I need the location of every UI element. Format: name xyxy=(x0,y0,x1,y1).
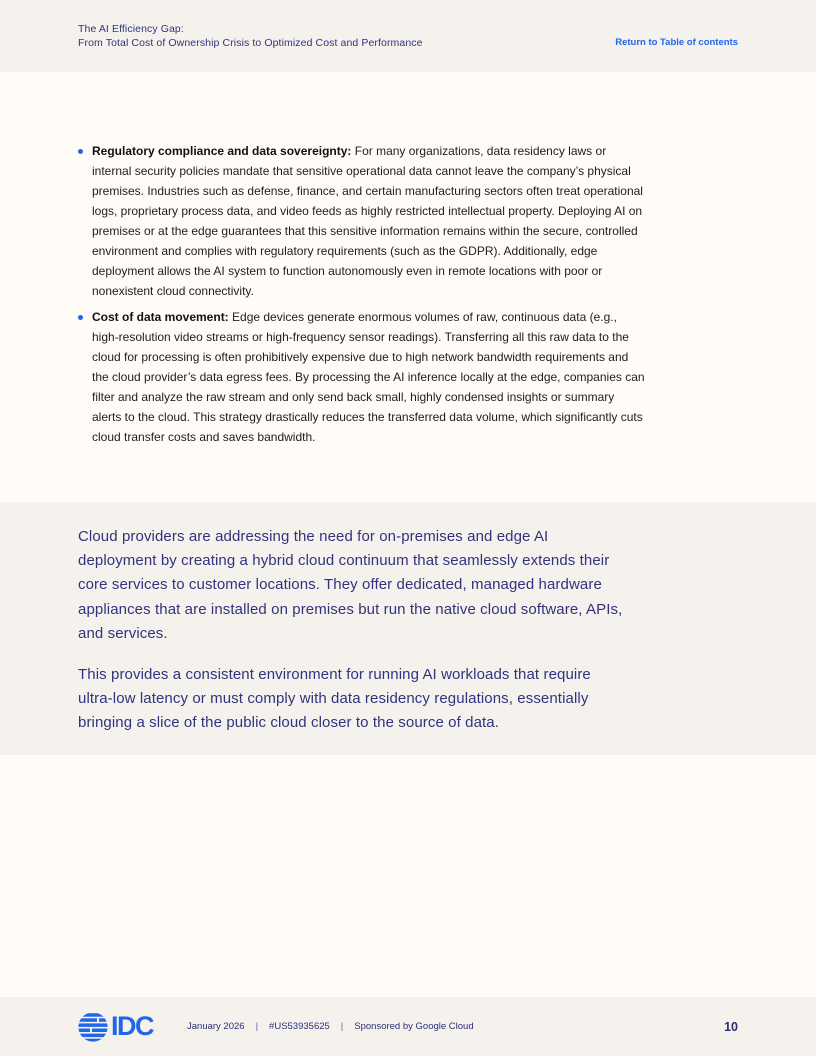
bullet-body-text: Edge devices generate enormous volumes of raw, continuous data (e.g., high-resolution video streams or high-frequency sensor readings). Transferring all this raw data to the cloud for processing is often prohibitively expensive due to high network bandwidth requirements and the cloud provider’s data egress fees. By processing the AI inference locally at the edge, companies can filter and analyze the raw stream and only send back small, highly condensed insights or summary alerts to the cloud. This strategy drastically reduces the transferred data volume, which significantly cuts cloud transfer costs and saves bandwidth. xyxy=(92,310,645,444)
footer-separator: | xyxy=(340,1021,344,1032)
footer-separator: | xyxy=(255,1021,259,1032)
return-to-toc-link[interactable]: Return to Table of contents xyxy=(615,37,738,48)
report-title-line1: The AI Efficiency Gap: xyxy=(78,23,184,35)
bullet-list xyxy=(78,141,646,453)
bullet-lead-text: Cost of data movement: xyxy=(92,310,229,324)
callout-paragraph-2: This provides a consistent environment for running AI workloads that require ultra-low latency or must comply with data residency regulations, essentially bringing a slice of the public cloud closer to the source of data. xyxy=(78,666,591,732)
page-header xyxy=(0,0,816,72)
footer-date: January 2026 xyxy=(187,1021,245,1032)
bullet-icon xyxy=(78,149,83,154)
footer-meta xyxy=(187,1021,474,1032)
report-title xyxy=(78,22,423,50)
footer-doc-number: #US53935625 xyxy=(269,1021,330,1032)
idc-logo xyxy=(78,1012,153,1042)
report-title-line2: From Total Cost of Ownership Crisis to Optimized Cost and Performance xyxy=(78,37,423,49)
bullet-body-text: For many organizations, data residency laws or internal security policies mandate that sensitive operational data cannot leave the company’s physical premises. Industries such as defense, finance, and certain manufacturing sectors often treat operational logs, proprietary process data, and video feeds as highly restricted intellectual property. Deploying AI on premises or at the edge guarantees that this sensitive information remains within the secure, controlled environment and complies with regulatory requirements (such as the GDPR). Additionally, edge deployment allows the AI system to function autonomously even in remote locations with poor or nonexistent cloud connectivity. xyxy=(92,144,643,298)
page-number: 10 xyxy=(724,1019,738,1034)
callout-paragraph-1: Cloud providers are addressing the need for on-premises and edge AI deployment by creating a hybrid cloud continuum that seamlessly extends their core services to customer locations. They offer dedicated, managed hardware appliances that are installed on premises but run the native cloud software, APIs, and services. xyxy=(78,528,623,642)
bullet-lead-text: Regulatory compliance and data sovereignty: xyxy=(92,144,352,158)
bullet-icon xyxy=(78,315,83,320)
list-item xyxy=(78,141,646,301)
idc-logo-text: IDC xyxy=(111,1011,153,1041)
footer-sponsor: Sponsored by Google Cloud xyxy=(354,1021,474,1032)
idc-globe-icon xyxy=(78,1012,108,1042)
page-footer xyxy=(0,997,816,1056)
list-item xyxy=(78,307,646,447)
callout-section xyxy=(0,502,816,755)
